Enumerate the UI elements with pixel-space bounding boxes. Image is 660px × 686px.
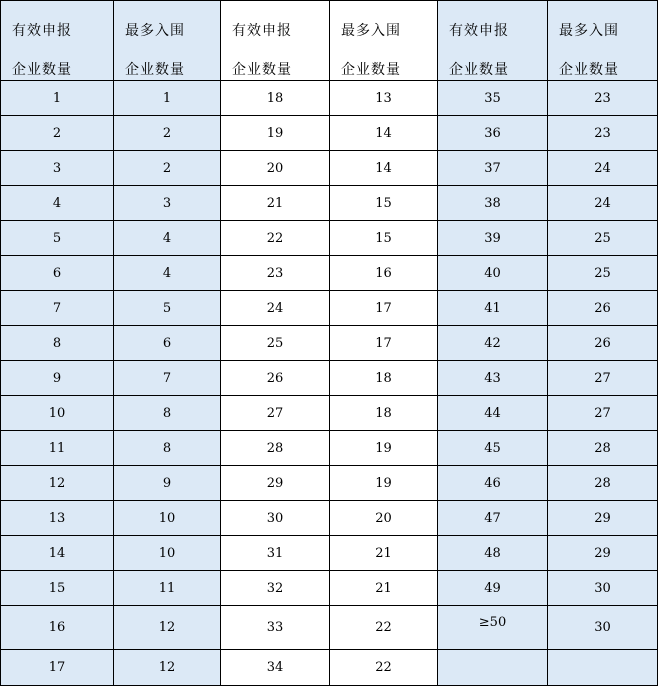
table-cell: 14 (330, 116, 438, 151)
header-row (1, 1, 658, 81)
table-cell: 14 (330, 151, 438, 186)
table-cell: 15 (1, 571, 114, 606)
table-cell: 40 (438, 256, 548, 291)
table-cell: 24 (548, 151, 658, 186)
table-row (1, 571, 658, 606)
table-cell: 10 (114, 501, 221, 536)
table-cell: 34 (221, 650, 330, 686)
table-cell: 21 (330, 571, 438, 606)
column-header (221, 1, 330, 81)
table-row (1, 326, 658, 361)
table-cell: 35 (438, 81, 548, 116)
table-cell: 25 (548, 221, 658, 256)
column-header-line2: 企业数量 (449, 62, 509, 78)
table-row (1, 81, 658, 116)
table-cell: 27 (221, 396, 330, 431)
table-cell: 19 (330, 466, 438, 501)
table-cell: 31 (221, 536, 330, 571)
table-cell: 21 (330, 536, 438, 571)
column-header (548, 1, 658, 81)
table-cell: 10 (114, 536, 221, 571)
column-header-line2: 企业数量 (125, 62, 185, 78)
table-cell: 27 (548, 361, 658, 396)
table-cell: 13 (330, 81, 438, 116)
table-cell: 2 (114, 116, 221, 151)
table-cell: 4 (114, 256, 221, 291)
table-cell: 42 (438, 326, 548, 361)
column-header (1, 1, 114, 81)
table-cell: 5 (1, 221, 114, 256)
table-cell: 36 (438, 116, 548, 151)
table-cell: 15 (330, 186, 438, 221)
table-cell: 12 (114, 606, 221, 650)
table-cell: 39 (438, 221, 548, 256)
table-cell: 12 (114, 650, 221, 686)
table-cell: 19 (330, 431, 438, 466)
column-header (438, 1, 548, 81)
table-cell: 28 (548, 431, 658, 466)
table-cell: 17 (330, 326, 438, 361)
table-cell: 25 (221, 326, 330, 361)
table-cell: 20 (221, 151, 330, 186)
table-cell: 47 (438, 501, 548, 536)
table-cell: 7 (1, 291, 114, 326)
table-cell (438, 650, 548, 686)
table-cell: 15 (330, 221, 438, 256)
column-header-line1: 最多入围 (125, 23, 185, 39)
table-cell: 26 (221, 361, 330, 396)
table-cell: 7 (114, 361, 221, 396)
table-cell: 8 (114, 396, 221, 431)
table-cell: 23 (548, 116, 658, 151)
column-header-line1: 有效申报 (12, 23, 72, 39)
table-row (1, 151, 658, 186)
column-header-line2: 企业数量 (232, 62, 292, 78)
table-cell: 30 (548, 571, 658, 606)
column-header-line2: 企业数量 (12, 62, 72, 78)
table-cell: 4 (114, 221, 221, 256)
table-cell: 9 (1, 361, 114, 396)
table-cell: 22 (221, 221, 330, 256)
table-cell: 33 (221, 606, 330, 650)
table-cell: 14 (1, 536, 114, 571)
table-cell: 27 (548, 396, 658, 431)
table-cell: 17 (1, 650, 114, 686)
table-cell: 24 (548, 186, 658, 221)
table-cell: 16 (1, 606, 114, 650)
table-cell: 18 (330, 361, 438, 396)
table-row (1, 431, 658, 466)
table-cell: 28 (221, 431, 330, 466)
table-row (1, 361, 658, 396)
table-cell: 18 (330, 396, 438, 431)
table-cell: 17 (330, 291, 438, 326)
table-cell: 22 (330, 606, 438, 650)
table-cell: 23 (548, 81, 658, 116)
table-cell: 3 (1, 151, 114, 186)
table-cell: 24 (221, 291, 330, 326)
table-row (1, 536, 658, 571)
table-cell: 30 (548, 606, 658, 650)
table-cell: 6 (1, 256, 114, 291)
table-cell: 13 (1, 501, 114, 536)
table-cell: 26 (548, 326, 658, 361)
table-cell: 9 (114, 466, 221, 501)
table-cell: 23 (221, 256, 330, 291)
column-header-line1: 有效申报 (232, 23, 292, 39)
table-cell: 29 (548, 501, 658, 536)
table-cell: 44 (438, 396, 548, 431)
table-row (1, 650, 658, 686)
table-cell: 8 (1, 326, 114, 361)
table-cell: 30 (221, 501, 330, 536)
column-header (114, 1, 221, 81)
table-cell: 25 (548, 256, 658, 291)
table-cell: 48 (438, 536, 548, 571)
table-row (1, 606, 658, 650)
table-cell: 18 (221, 81, 330, 116)
table-row (1, 291, 658, 326)
table-cell: 20 (330, 501, 438, 536)
table-cell: 22 (330, 650, 438, 686)
table-row (1, 221, 658, 256)
table-cell: 43 (438, 361, 548, 396)
table-cell: 11 (1, 431, 114, 466)
table-cell: 3 (114, 186, 221, 221)
table-cell: 38 (438, 186, 548, 221)
table-cell: 11 (114, 571, 221, 606)
table-cell: 16 (330, 256, 438, 291)
table-cell: 5 (114, 291, 221, 326)
table-cell: 28 (548, 466, 658, 501)
table-cell: 2 (114, 151, 221, 186)
table-cell: 21 (221, 186, 330, 221)
column-header (330, 1, 438, 81)
table-row (1, 466, 658, 501)
table-cell: 4 (1, 186, 114, 221)
table-row (1, 501, 658, 536)
table-row (1, 116, 658, 151)
table-cell: 6 (114, 326, 221, 361)
table-cell: 29 (221, 466, 330, 501)
table-row (1, 186, 658, 221)
table-cell: 10 (1, 396, 114, 431)
table-cell: 29 (548, 536, 658, 571)
table-row (1, 256, 658, 291)
table-cell: 12 (1, 466, 114, 501)
table-cell (548, 650, 658, 686)
table-cell: 41 (438, 291, 548, 326)
table-cell: 26 (548, 291, 658, 326)
table-cell: 37 (438, 151, 548, 186)
table-cell: 19 (221, 116, 330, 151)
table-cell: 8 (114, 431, 221, 466)
table-row (1, 396, 658, 431)
table-cell: 1 (114, 81, 221, 116)
table-cell: ≥50 (438, 606, 548, 650)
column-header-line1: 最多入围 (341, 23, 401, 39)
table-cell: 2 (1, 116, 114, 151)
table-cell: 1 (1, 81, 114, 116)
column-header-line2: 企业数量 (341, 62, 401, 78)
table-cell: 32 (221, 571, 330, 606)
table-cell: 46 (438, 466, 548, 501)
column-header-line1: 有效申报 (449, 23, 509, 39)
table-cell: 45 (438, 431, 548, 466)
column-header-line2: 企业数量 (559, 62, 619, 78)
table-cell: 49 (438, 571, 548, 606)
column-header-line1: 最多入围 (559, 23, 619, 39)
